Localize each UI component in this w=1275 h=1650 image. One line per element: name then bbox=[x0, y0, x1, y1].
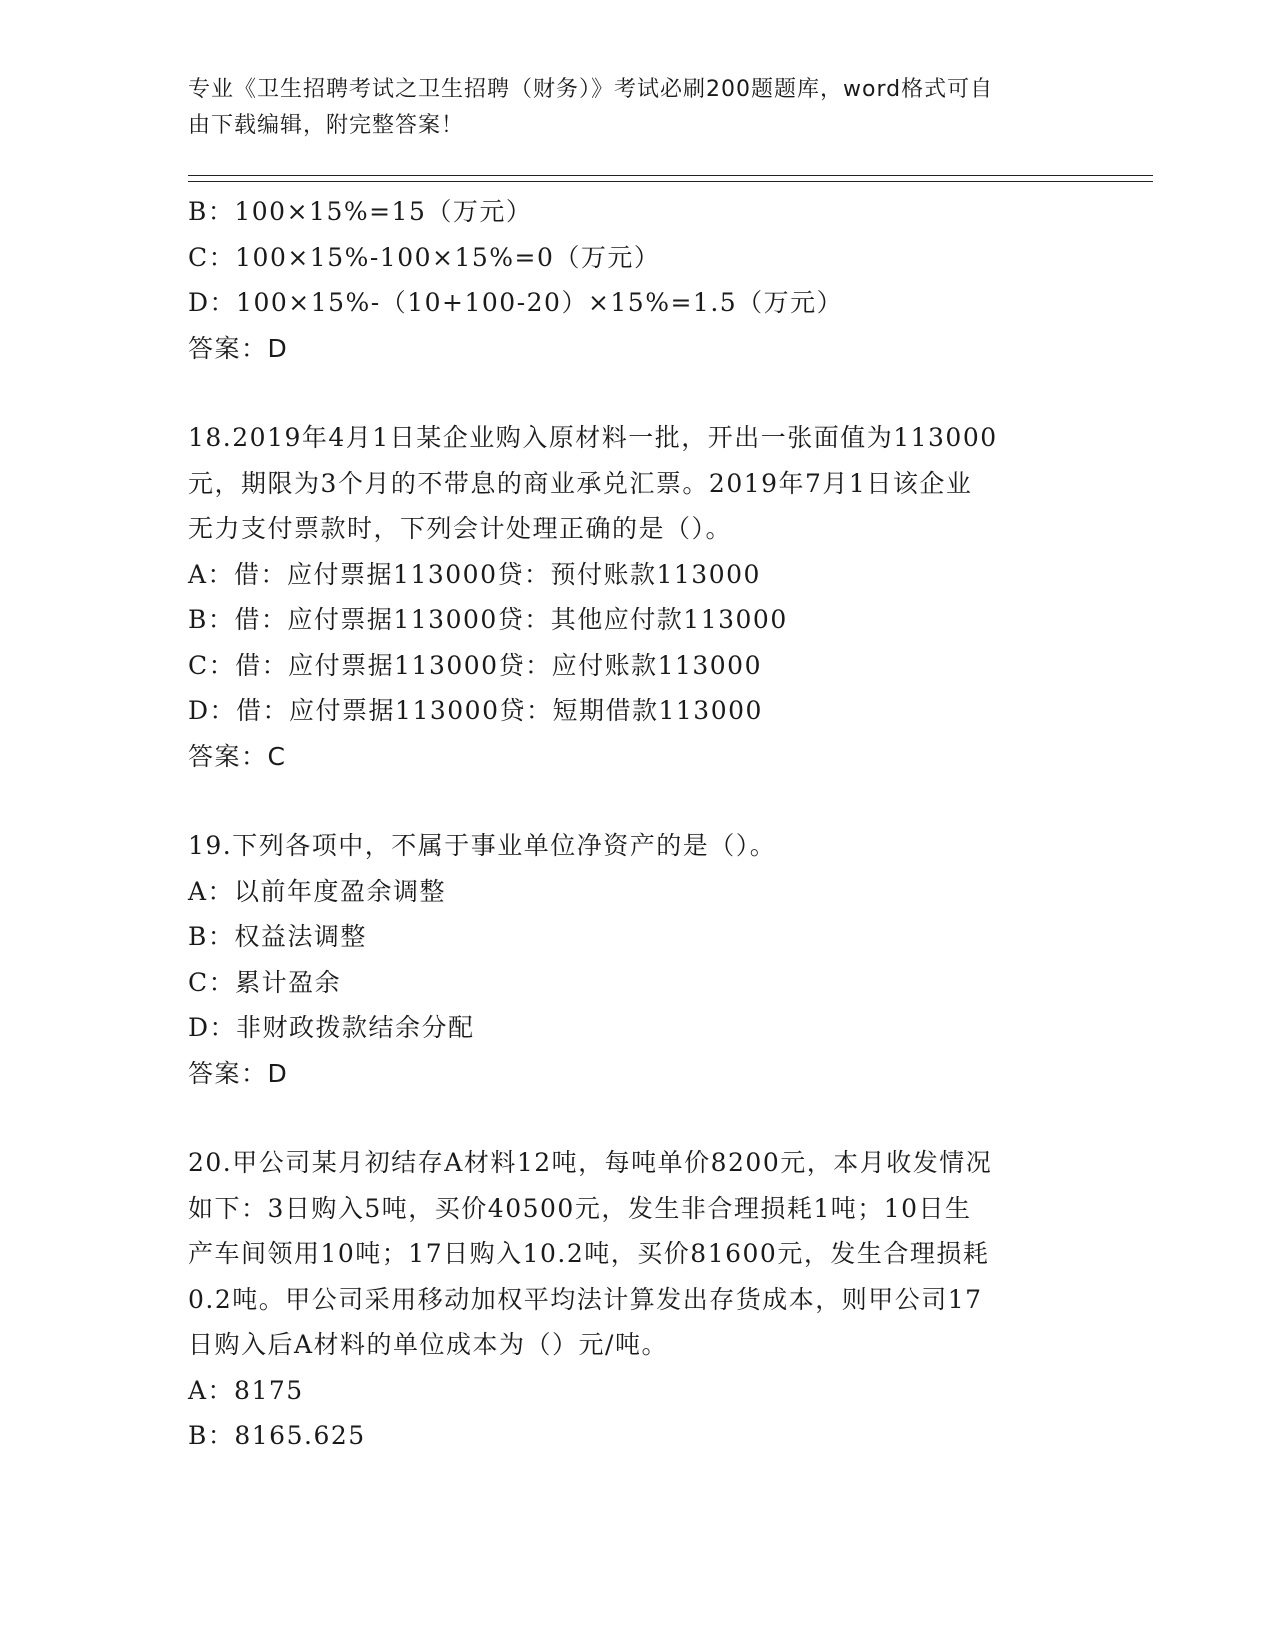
header-divider-bottom bbox=[188, 181, 1153, 182]
question-stem-line: 日购入后A材料的单位成本为（）元/吨。 bbox=[188, 1330, 668, 1359]
question-stem-line: 如下：3日购入5吨，买价40500元，发生非合理损耗1吨；10日生 bbox=[188, 1193, 972, 1223]
option-c: C：100×15%-100×15%=0（万元） bbox=[188, 242, 661, 272]
answer-line: 答案：D bbox=[188, 1058, 289, 1088]
option-b: B：借：应付票据113000贷：其他应付款113000 bbox=[188, 605, 788, 634]
spacer bbox=[188, 779, 1088, 823]
option-b: B：8165.625 bbox=[188, 1421, 366, 1450]
question-18 bbox=[188, 415, 1088, 779]
option-a: A：借：应付票据113000贷：预付账款113000 bbox=[188, 559, 761, 589]
option-c: C：借：应付票据113000贷：应付账款113000 bbox=[188, 650, 762, 680]
spacer bbox=[188, 371, 1088, 415]
option-d: D：100×15%-（10+100-20）×15%=1.5（万元） bbox=[188, 288, 844, 317]
header-line-1: 专业《卫生招聘考试之卫生招聘（财务）》考试必刷200题题库，word格式可自 bbox=[188, 77, 994, 102]
option-a: A：8175 bbox=[188, 1375, 304, 1405]
header-line-2: 由下载编辑，附完整答案！ bbox=[188, 113, 465, 138]
option-d: D：借：应付票据113000贷：短期借款113000 bbox=[188, 696, 763, 725]
document-header bbox=[188, 72, 1068, 144]
question-19 bbox=[188, 823, 1088, 1096]
header-divider-top bbox=[188, 175, 1153, 176]
answer-line: 答案：C bbox=[188, 741, 287, 771]
document-body bbox=[188, 189, 1088, 1459]
option-b: B：100×15%=15（万元） bbox=[188, 197, 533, 226]
spacer bbox=[188, 1096, 1088, 1140]
option-b: B：权益法调整 bbox=[188, 922, 367, 951]
option-a: A：以前年度盈余调整 bbox=[188, 876, 447, 906]
option-d: D：非财政拨款结余分配 bbox=[188, 1013, 475, 1042]
question-stem-line: 元，期限为3个月的不带息的商业承兑汇票。2019年7月1日该企业 bbox=[188, 468, 973, 498]
question-stem-line: 产车间领用10吨；17日购入10.2吨，买价81600元，发生合理损耗 bbox=[188, 1239, 990, 1268]
question-17-tail bbox=[188, 189, 1088, 371]
question-20 bbox=[188, 1140, 1088, 1459]
question-stem-line: 18.2019年4月1日某企业购入原材料一批，开出一张面值为113000 bbox=[188, 423, 998, 452]
question-stem-line: 无力支付票款时，下列会计处理正确的是（）。 bbox=[188, 514, 733, 543]
question-stem-line: 20.甲公司某月初结存A材料12吨，每吨单价8200元，本月收发情况 bbox=[188, 1148, 993, 1177]
option-c: C：累计盈余 bbox=[188, 967, 342, 997]
question-stem-line: 19.下列各项中，不属于事业单位净资产的是（）。 bbox=[188, 831, 777, 860]
question-stem-line: 0.2吨。甲公司采用移动加权平均法计算发出存货成本，则甲公司17 bbox=[188, 1284, 983, 1314]
answer-line: 答案：D bbox=[188, 333, 289, 363]
